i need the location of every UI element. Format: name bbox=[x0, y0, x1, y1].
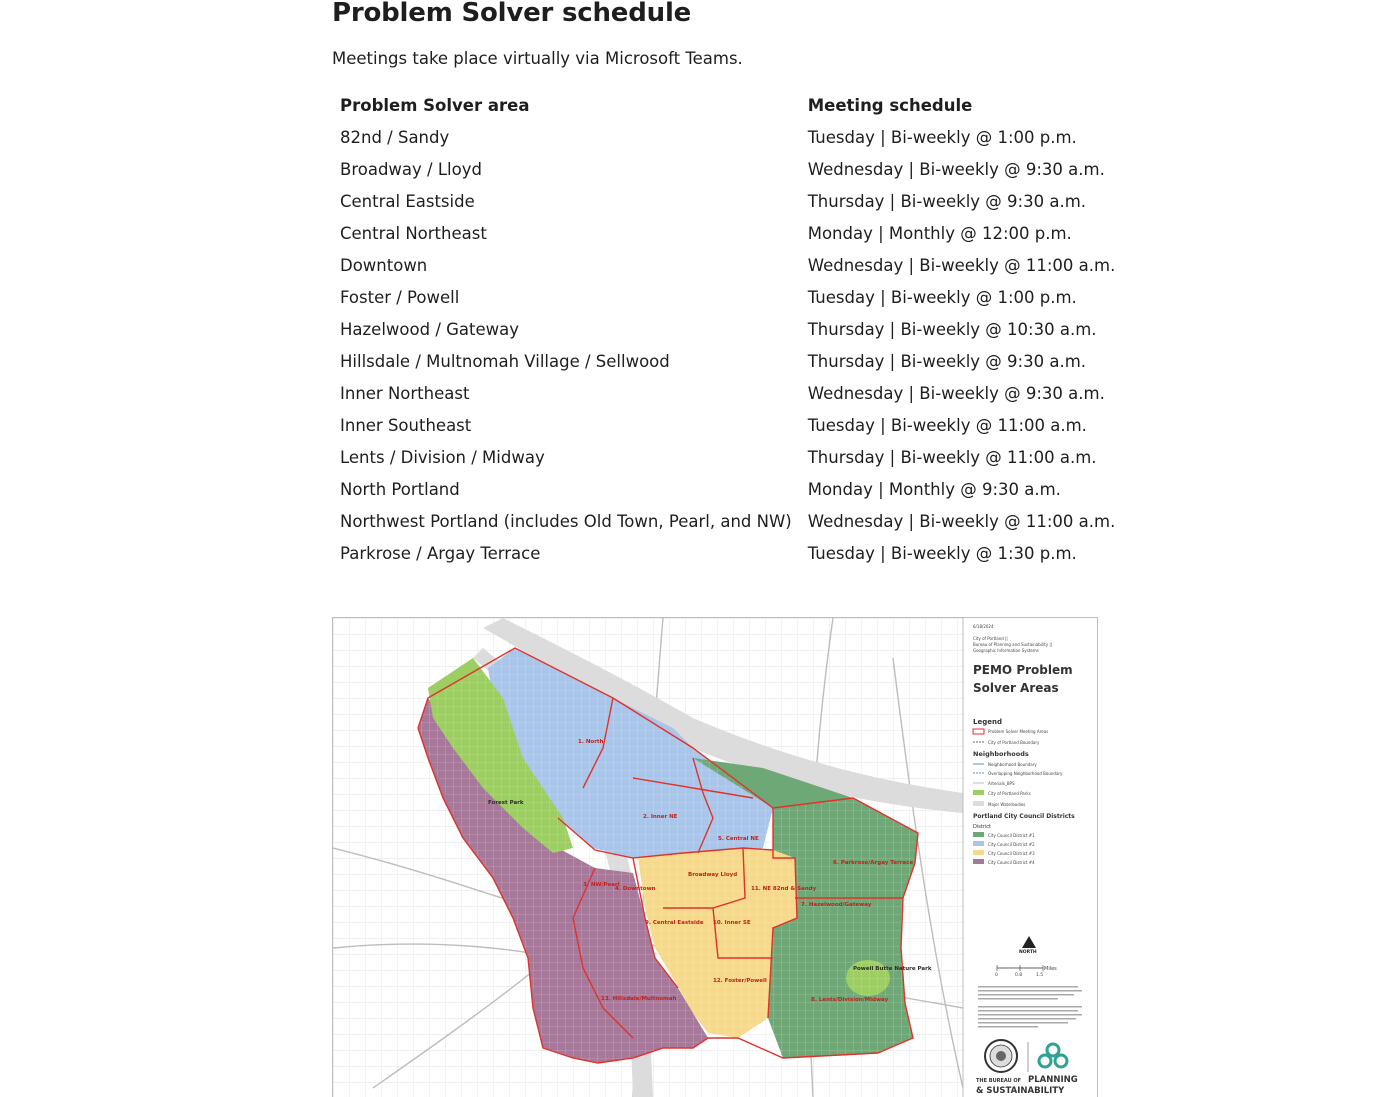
legend-city-boundary: City of Portland Boundary bbox=[988, 740, 1040, 745]
schedule-cell: Wednesday | Bi-weekly @ 11:00 a.m. bbox=[807, 511, 1116, 531]
schedule-cell: Tuesday | Bi-weekly @ 1:00 p.m. bbox=[807, 287, 1077, 307]
area-cell: 82nd / Sandy bbox=[340, 127, 450, 147]
north-label: NORTH bbox=[1019, 950, 1037, 955]
map-org-line-1: City of Portland || bbox=[973, 636, 1008, 641]
legend-waterbodies: Major Waterbodies bbox=[988, 802, 1026, 807]
map-label-gateway: 7. Hazelwood/Gateway bbox=[801, 902, 872, 908]
area-cell: Parkrose / Argay Terrace bbox=[340, 543, 541, 563]
scale-unit: Miles bbox=[1044, 966, 1057, 972]
area-cell: Central Eastside bbox=[340, 191, 475, 211]
scale-label-1: 0.8 bbox=[1015, 973, 1023, 978]
map-label-broadway: Broadway Lloyd bbox=[688, 872, 738, 878]
map-label-foster: 12. Foster/Powell bbox=[713, 978, 767, 984]
schedule-cell: Tuesday | Bi-weekly @ 1:30 p.m. bbox=[807, 543, 1077, 563]
column-header-schedule: Meeting schedule bbox=[807, 95, 973, 115]
map-label-inner-se: 10. Inner SE bbox=[713, 920, 751, 926]
map-label-nw: 3. NW/Pearl bbox=[583, 882, 620, 888]
page-title: Problem Solver schedule bbox=[332, 0, 692, 28]
legend-arterials: Arterials_BPS bbox=[988, 781, 1015, 786]
map-label-central-ne: 5. Central NE bbox=[718, 836, 759, 842]
area-cell: Foster / Powell bbox=[340, 287, 460, 307]
table-row bbox=[332, 345, 1123, 377]
schedule-cell: Tuesday | Bi-weekly @ 1:00 p.m. bbox=[807, 127, 1077, 147]
area-cell: Lents / Division / Midway bbox=[340, 447, 545, 467]
area-cell: Broadway / Lloyd bbox=[340, 159, 482, 179]
map-date: 6/18/2024 bbox=[973, 624, 994, 629]
legend-districts-heading: Portland City Council Districts bbox=[973, 813, 1075, 820]
legend-swatch-d1 bbox=[973, 832, 984, 837]
map-label-sandy: 11. NE 82nd & Sandy bbox=[751, 886, 817, 892]
legend-swatch-d4 bbox=[973, 859, 984, 864]
map-label-central-eastside: 9. Central Eastside bbox=[645, 920, 704, 926]
map-org-line-3: Geographic Information Systems bbox=[973, 648, 1039, 653]
intro-text: Meetings take place virtually via Microsoft Teams. bbox=[332, 49, 743, 68]
column-header-area: Problem Solver area bbox=[340, 95, 530, 115]
table-row bbox=[332, 537, 1123, 569]
schedule-cell: Tuesday | Bi-weekly @ 11:00 a.m. bbox=[807, 415, 1087, 435]
area-cell: Northwest Portland (includes Old Town, Pearl, and NW) bbox=[340, 511, 792, 531]
legend-neighborhoods-heading: Neighborhoods bbox=[973, 750, 1029, 758]
legend-meeting-areas: Problem Solver Meeting Areas bbox=[988, 729, 1049, 734]
schedule-cell: Monday | Monthly @ 12:00 p.m. bbox=[807, 223, 1072, 243]
map-label-inner-ne: 2. Inner NE bbox=[643, 814, 678, 820]
table-row bbox=[332, 313, 1123, 345]
area-cell: Central Northeast bbox=[340, 223, 487, 243]
schedule-cell: Monday | Monthly @ 9:30 a.m. bbox=[807, 479, 1061, 499]
table-row bbox=[332, 441, 1123, 473]
map-label-downtown: 4. Downtown bbox=[615, 886, 656, 892]
legend-district-2: City Council District #2 bbox=[988, 842, 1035, 847]
legend-district-1: City Council District #1 bbox=[988, 833, 1035, 838]
map-label-parkrose: 6. Parkrose/Argay Terrace bbox=[833, 860, 914, 866]
table-row bbox=[332, 409, 1123, 441]
area-cell: Inner Northeast bbox=[340, 383, 470, 403]
table-row bbox=[332, 473, 1123, 505]
legend-heading: Legend bbox=[973, 718, 1002, 726]
bps-logo-line-3: & SUSTAINABILITY bbox=[976, 1086, 1065, 1096]
schedule-table bbox=[332, 89, 1123, 569]
map-label-lents: 8. Lents/Division/Midway bbox=[811, 997, 889, 1003]
table-header-row bbox=[332, 89, 1123, 121]
bps-logo-line-1: THE BUREAU OF bbox=[976, 1078, 1022, 1084]
schedule-cell: Thursday | Bi-weekly @ 9:30 a.m. bbox=[807, 191, 1087, 211]
city-seal-icon bbox=[985, 1040, 1017, 1072]
table-row bbox=[332, 185, 1123, 217]
map-label-hillsdale: 13. Hillsdale/Multnomah bbox=[601, 996, 677, 1002]
table-row bbox=[332, 377, 1123, 409]
table-row bbox=[332, 121, 1123, 153]
table-row bbox=[332, 153, 1123, 185]
table-row bbox=[332, 217, 1123, 249]
legend-parks: City of Portland Parks bbox=[988, 791, 1031, 796]
area-cell: North Portland bbox=[340, 479, 460, 499]
map-title-line-2: Solver Areas bbox=[973, 681, 1059, 695]
schedule-cell: Thursday | Bi-weekly @ 11:00 a.m. bbox=[807, 447, 1097, 467]
legend-district-3: City Council District #3 bbox=[988, 851, 1035, 856]
legend-swatch-parks bbox=[973, 790, 984, 795]
map-graphic bbox=[333, 618, 1097, 1097]
map-label-forest-park: Forest Park bbox=[488, 800, 524, 806]
legend-swatch-d2 bbox=[973, 841, 984, 846]
area-cell: Inner Southeast bbox=[340, 415, 472, 435]
legend-overlapping-boundary: Overlapping Neighborhood Boundary bbox=[988, 771, 1063, 776]
map-title-line-1: PEMO Problem bbox=[973, 663, 1073, 677]
table-row bbox=[332, 249, 1123, 281]
schedule-cell: Wednesday | Bi-weekly @ 9:30 a.m. bbox=[807, 383, 1105, 403]
map-label-powell-butte: Powell Butte Nature Park bbox=[853, 966, 932, 972]
bps-logo-line-2: PLANNING bbox=[1028, 1075, 1078, 1085]
schedule-cell: Thursday | Bi-weekly @ 9:30 a.m. bbox=[807, 351, 1087, 371]
legend-district-4: City Council District #4 bbox=[988, 860, 1035, 865]
problem-solver-areas-map bbox=[332, 617, 1098, 1097]
map-label-north: 1. North bbox=[578, 739, 604, 745]
legend-swatch-d3 bbox=[973, 850, 984, 855]
schedule-cell: Thursday | Bi-weekly @ 10:30 a.m. bbox=[807, 319, 1097, 339]
scale-label-2: 1.5 bbox=[1036, 973, 1044, 978]
schedule-cell: Wednesday | Bi-weekly @ 9:30 a.m. bbox=[807, 159, 1105, 179]
area-cell: Downtown bbox=[340, 255, 428, 275]
legend-district-sub: District bbox=[973, 824, 991, 830]
table-row bbox=[332, 281, 1123, 313]
map-org-line-2: Bureau of Planning and Sustainability || bbox=[973, 642, 1053, 647]
table-row bbox=[332, 505, 1123, 537]
scale-label-0: 0 bbox=[995, 973, 998, 978]
legend-neighborhood-boundary: Neighborhood Boundary bbox=[988, 762, 1037, 767]
area-cell: Hazelwood / Gateway bbox=[340, 319, 520, 339]
legend-swatch-water bbox=[973, 801, 984, 806]
area-cell: Hillsdale / Multnomah Village / Sellwood bbox=[340, 351, 670, 371]
schedule-cell: Wednesday | Bi-weekly @ 11:00 a.m. bbox=[807, 255, 1116, 275]
